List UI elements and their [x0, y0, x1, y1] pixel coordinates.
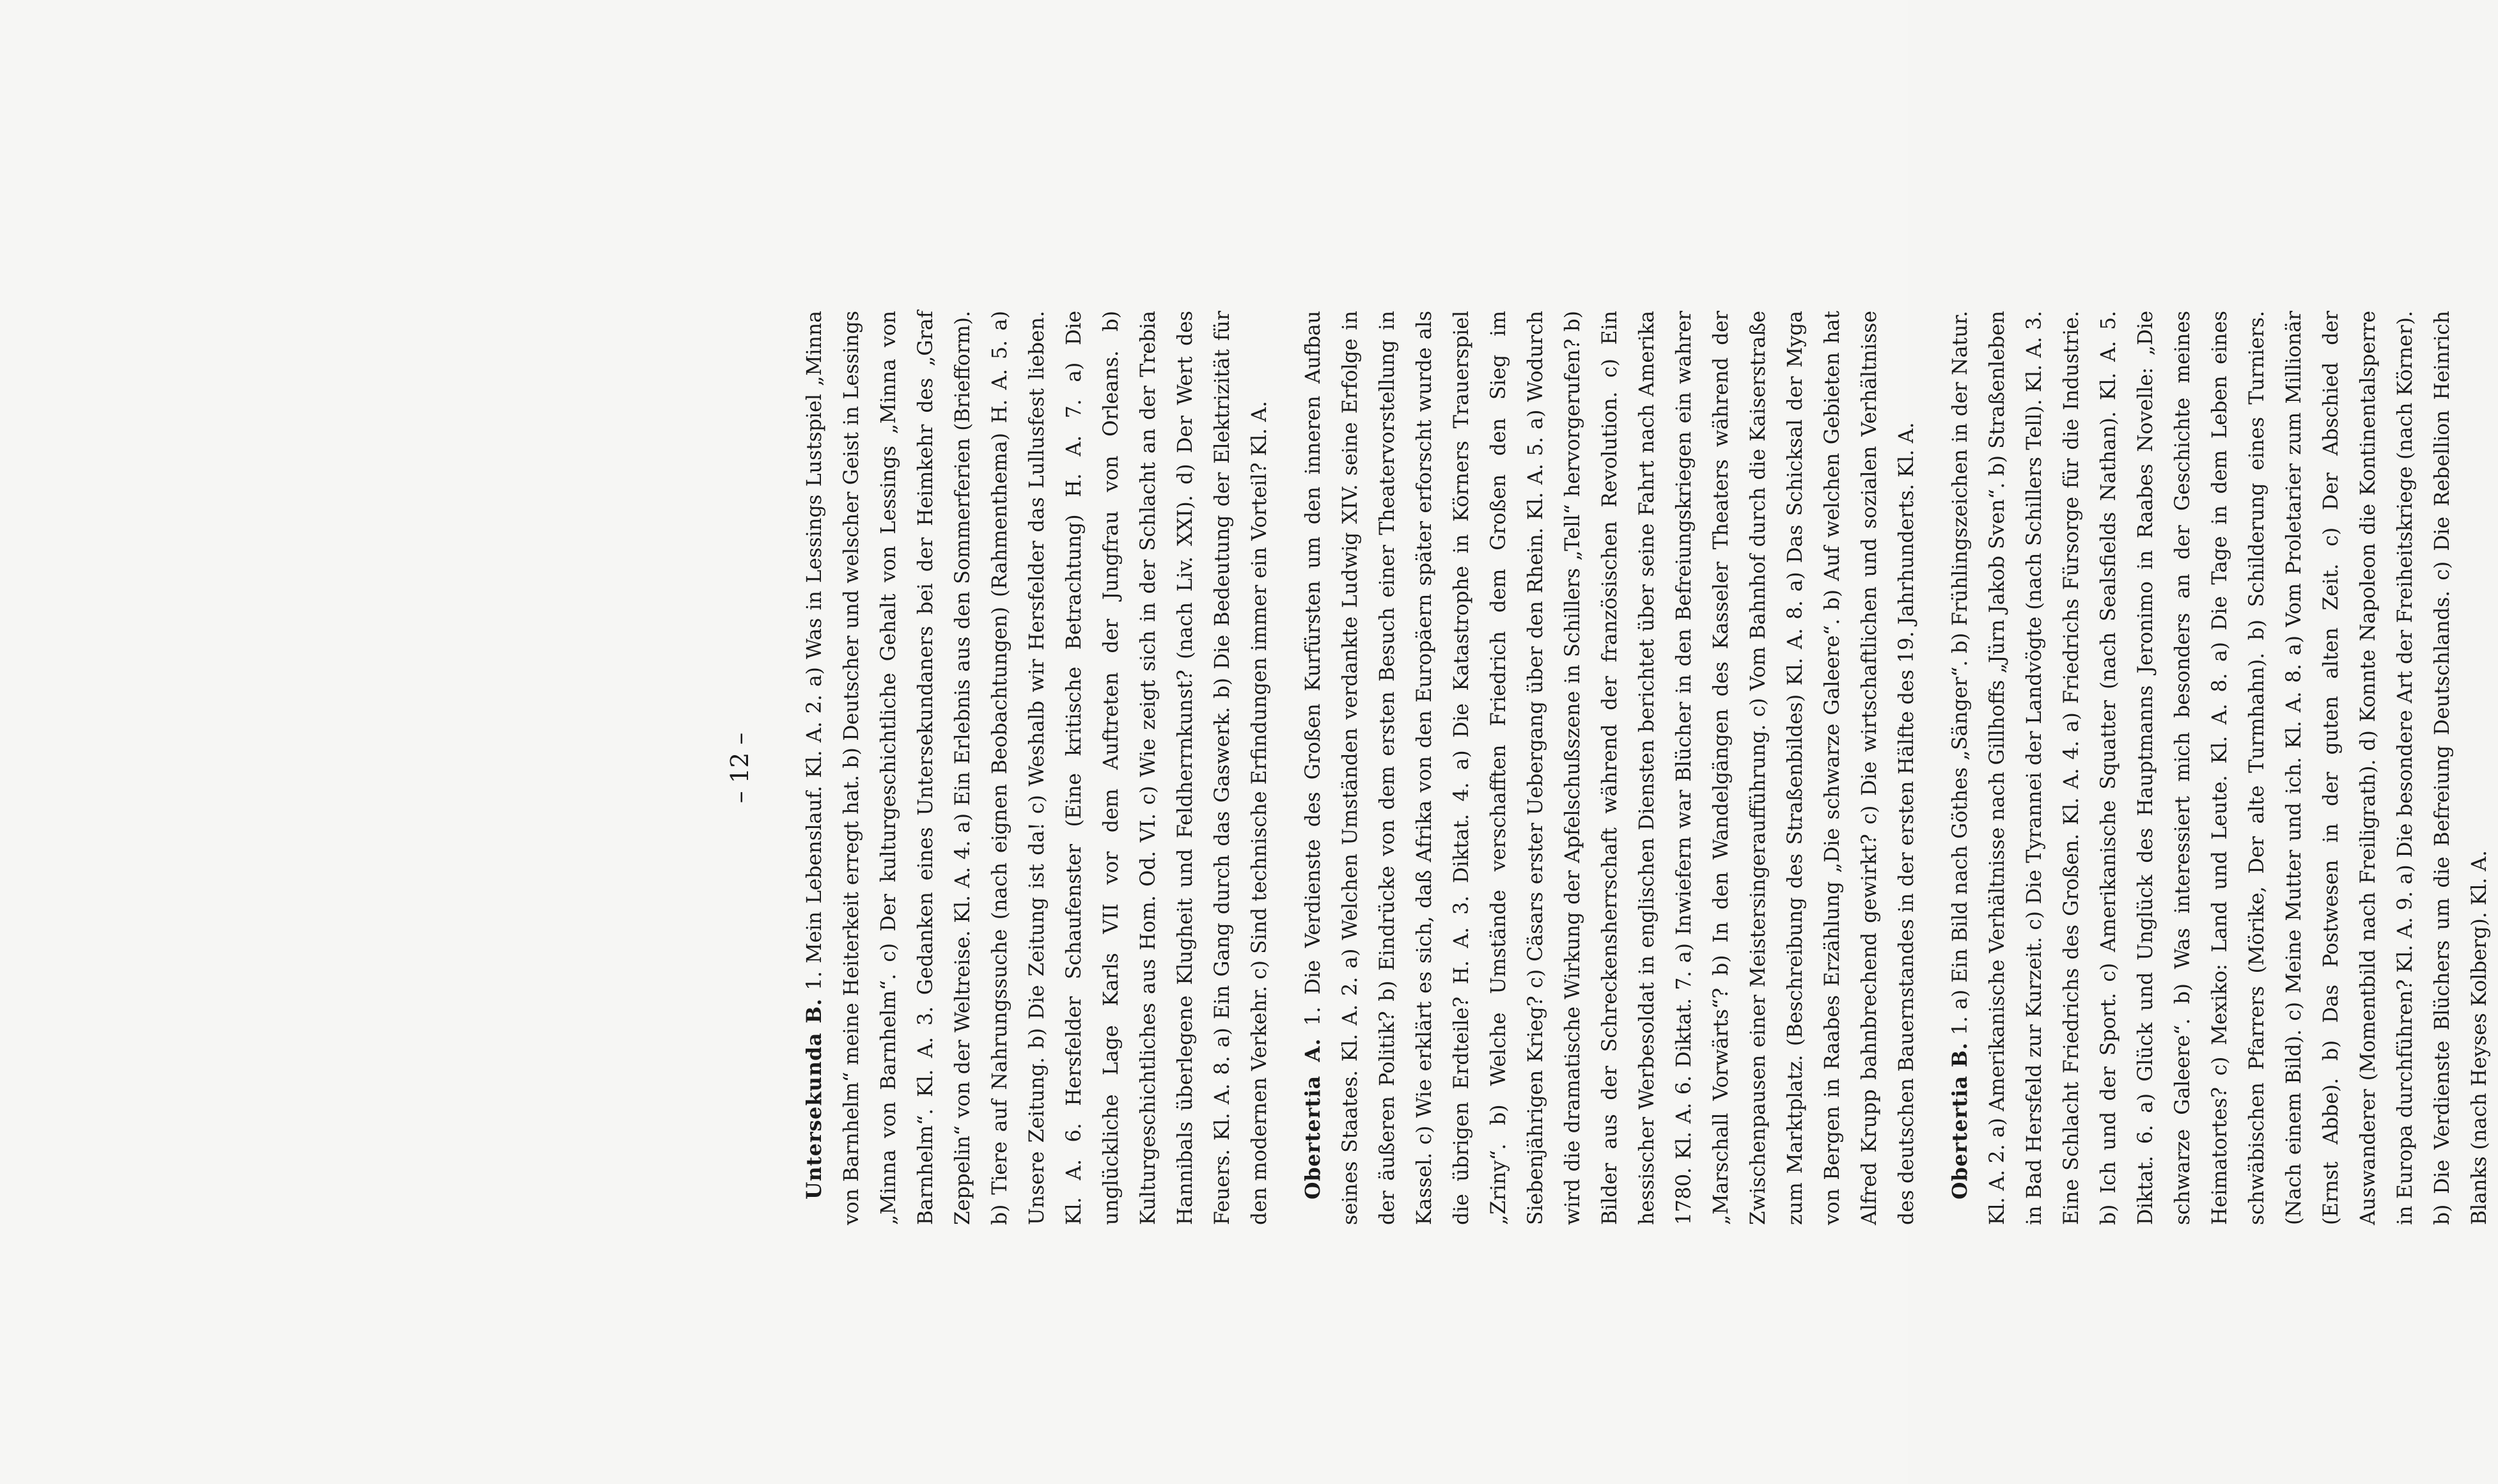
section-text: 1. Mein Lebenslauf. Kl. A. 2. a) Was in Lessings Lustspiel „Minna von Barnhelm“ meine Heiterkeit erregt hat. b) Deutscher und welscher Geist in Lessings „Minna von Barnhelm“. c) Der kulturgeschichtliche Gehalt von Lessings „Minna von Barnhelm“. Kl. A. 3. Gedanken eines Untersekundaners bei der Heimkehr des „Graf Zeppelin“ von der Weltreise. Kl. A. 4. a) Ein Erlebnis aus den Sommerferien (Briefform). b) Tiere auf Nahrungssuche (nach eignen Beobachtungen) (Rahmenthema) H. A. 5. a) Unsere Zeitung. b) Die Zeitung ist da! c) Weshalb wir Hersfelder das Lullusfest lieben. Kl. A. 6. Hersfelder Schaufenster (Eine kritische Betrachtung) H. A. 7. a) Die unglückliche Lage Karls VII vor dem Auftreten der Jungfrau von Orleans. b) Kulturgeschichtliches aus Hom. Od. VI. c) Wie zeigt sich in der Schlacht an der Trebia Hannibals überlegene Klugheit und Feldherrnkunst? (nach Liv. XXI). d) Der Wert des Feuers. Kl. A. 8. a) Ein Gang durch das Gaswerk. b) Die Bedeutung der Elektrizität für den modernen Verkehr. c) Sind technische Erfindungen immer ein Vorteil? Kl. A. — [803, 311, 1271, 1225]
section-untersekunda-b — [796, 311, 1278, 1225]
section-heading: Obertertia B. — [1948, 1042, 1972, 1199]
section-text: 1. a) Ein Bild nach Göthes „Sänger“. b) Frühlingszeichen in der Natur. Kl. A. 2. a) Amerikanische Verhältnisse nach Gillhoffs „Jürn Jakob Sven“. b) Straßenleben in Bad Hersfeld zur Kurzeit. c) Die Tyrannei der Landvögte (nach Schillers Tell). Kl. A. 3. Eine Schlacht Friedrichs des Großen. Kl. A. 4. a) Friedrichs Fürsorge für die Industrie. b) Ich und der Sport. c) Amerikanische Squatter (nach Sealsfields Nathan). Kl. A. 5. Diktat. 6. a) Glück und Unglück des Hauptmanns Jeronimo in Raabes Novelle: „Die schwarze Galeere“. b) Was interessiert mich besonders an der Geschichte meines Heimatortes? c) Mexiko: Land und Leute. Kl. A. 8. a) Die Tage in dem Leben eines schwäbischen Pfarrers (Mörike, Der alte Turmhahn). b) Schilderung eines Turniers. (Nach einem Bild). c) Meine Mutter und ich. Kl. A. 8. a) Vom Proletarier zum Millionär (Ernst Abbe). b) Das Postwesen in der guten alten Zeit. c) Der Abschied der Auswanderer (Momentbild nach Freiligrath). d) Konnte Napoleon die Kontinentalsperre in Europa durchführen? Kl. A. 9. a) Die besondere Art der Freiheitskriege (nach Körner). b) Die Verdienste Blüchers um die Befreiung Deutschlands. c) Die Rebellion Heinrich Blanks (nach Heyses Kolberg). Kl. A. — [1949, 311, 2491, 1225]
section-heading: Untersekunda B. — [802, 997, 826, 1199]
section-obertertia-a — [1295, 311, 1925, 1225]
section-text: 1. Die Verdienste des Großen Kurfürsten um den inneren Aufbau seines Staates. Kl. A. 2. a) Welchen Umständen verdankte Ludwig XIV. seine Erfolge in der äußeren Politik? b) Eindrücke von dem ersten Besuch einer Theatervorstellung in Kassel. c) Wie erklärt es sich, daß Afrika von den Europäern später erforscht wurde als die übrigen Erdteile? H. A. 3. Diktat. 4. a) Die Katastrophe in Körners Trauerspiel „Zriny“. b) Welche Umstände verschafften Friedrich dem Großen den Sieg im Siebenjährigen Krieg? c) Cäsars erster Uebergang über den Rhein. Kl. A. 5. a) Wodurch wird die dramatische Wirkung der Apfelschußszene in Schillers „Tell“ hervorgerufen? b) Bilder aus der Schreckensherrschaft während der französischen Revolution. c) Ein hessischer Werbesoldat in englischen Diensten berichtet über seine Fahrt nach Amerika 1780. Kl. A. 6. Diktat. 7. a) Inwiefern war Blücher in den Befreiungskriegen ein wahrer „Marschall Vorwärts“? b) In den Wandelgängen des Kasseler Theaters während der Zwischenpausen einer Meistersingeraufführung. c) Vom Bahnhof durch die Kaiserstraße zum Marktplatz. (Beschreibung des Straßenbildes) Kl. A. 8. a) Das Schicksal der Myga von Bergen in Raabes Erzählung „Die schwarze Galeere“. b) Auf welchen Gebieten hat Alfred Krupp bahnbrechend gewirkt? c) Die wirtschaftlichen und sozialen Verhältnisse des deutschen Bauernstandes in der ersten Hälfte des 19. Jahrhunderts. Kl. A. — [1302, 310, 1918, 1225]
section-obertertia-b — [1942, 311, 2498, 1225]
section-heading: Obertertia A. — [1301, 1038, 1325, 1199]
page-number: – 12 – — [726, 732, 754, 804]
page-text-body — [796, 311, 2498, 1225]
